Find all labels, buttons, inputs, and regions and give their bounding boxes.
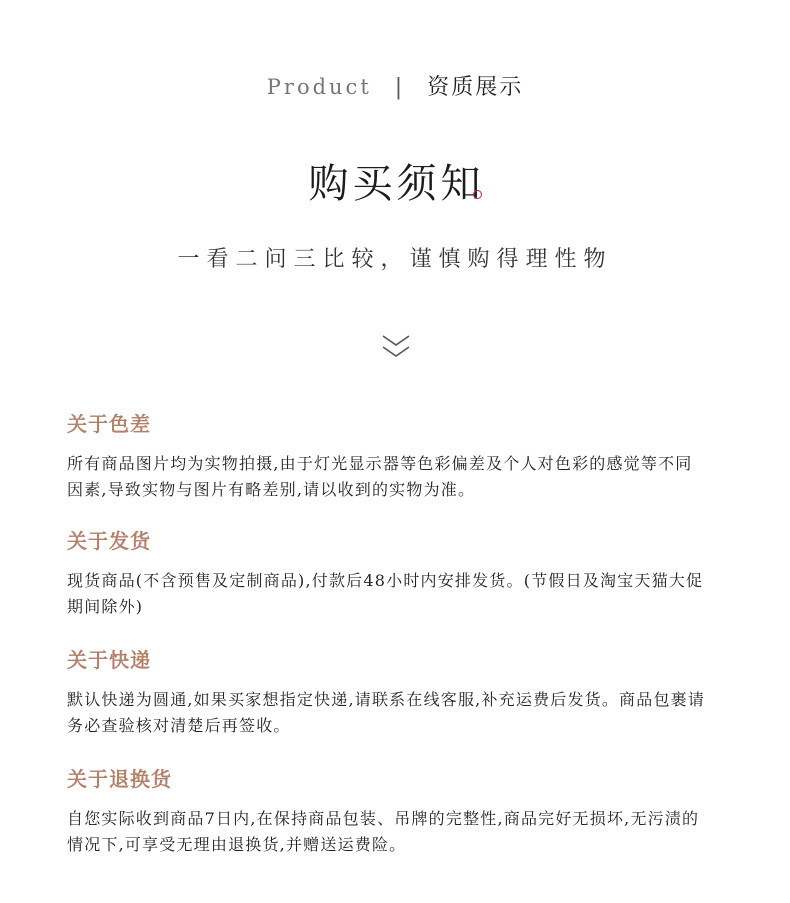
page-title-text: 购买须知: [308, 161, 485, 207]
section-title: 关于色差: [67, 412, 151, 436]
section-courier: [67, 644, 707, 739]
double-chevron-down-icon: [381, 333, 411, 361]
section-body: 现货商品(不含预售及定制商品),付款后48小时内安排发货。(节假日及淘宝天猫大促期间除外): [67, 571, 704, 616]
section-title: 关于快递: [67, 648, 151, 672]
page-title: [0, 152, 790, 209]
section-color-difference: [67, 408, 707, 503]
red-circle-dot-icon: [473, 190, 482, 199]
section-title: 关于退换货: [67, 767, 172, 791]
section-returns: [67, 763, 707, 858]
section-body: 自您实际收到商品7日内,在保持商品包装、吊牌的完整性,商品完好无损坏,无污渍的情况下,可享受无理由退换货,并赠送运费险。: [67, 809, 700, 854]
header-chinese: 资质展示: [427, 75, 524, 100]
section-body: 默认快递为圆通,如果买家想指定快递,请联系在线客服,补充运费后发货。商品包裹请务必查验核对清楚后再签收。: [67, 690, 706, 735]
page-subtitle: 一看二问三比较，谨慎购得理性物: [177, 247, 613, 272]
page-header: [0, 70, 790, 101]
section-title: 关于发货: [67, 529, 151, 553]
section-shipping: [67, 525, 707, 620]
section-body: 所有商品图片均为实物拍摄,由于灯光显示器等色彩偏差及个人对色彩的感觉等不同因素,导致实物与图片有略差别,请以收到的实物为准。: [67, 454, 693, 499]
header-separator: |: [394, 75, 405, 100]
header-english: Product: [266, 75, 372, 99]
